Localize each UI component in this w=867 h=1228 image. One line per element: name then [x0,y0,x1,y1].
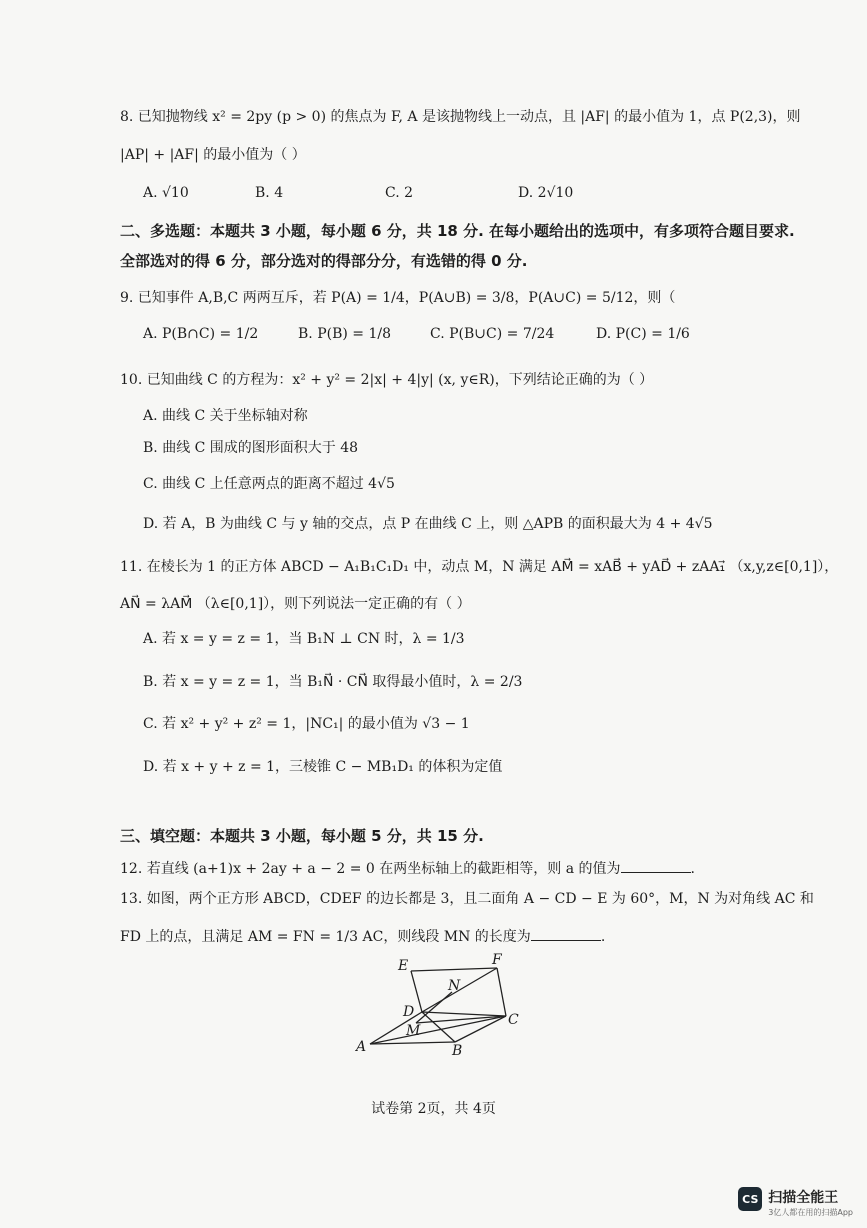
q9-option-b: B. P(B) = 1/8 [298,326,391,342]
q10-stem: 10. 已知曲线 C 的方程为：x² + y² = 2|x| + 4|y| (x, y∈R)，下列结论正确的为（ ） [120,372,654,388]
q12-stem [120,858,695,878]
q11-option-b: B. 若 x = y = z = 1，当 B₁N⃗ · CN⃗ 取得最小值时，λ = 2/3 [143,674,523,690]
q13-line2 [120,926,605,946]
diagonal-ac [370,1016,506,1044]
q11-option-d: D. 若 x + y + z = 1，三棱锥 C − MB₁D₁ 的体积为定值 [143,759,503,775]
q13-geometry-figure [340,950,540,1065]
section3-heading: 三、填空题：本题共 3 小题，每小题 5 分，共 15 分. [120,827,484,845]
q8-option-c: C. 2 [385,185,414,201]
q8-line2: |AP| + |AF| 的最小值为（ ） [120,147,306,163]
q11-option-a: A. 若 x = y = z = 1，当 B₁N ⊥ CN 时，λ = 1/3 [143,631,465,647]
scanner-watermark [738,1187,853,1218]
q12-answer-blank [621,858,691,873]
watermark-title: 扫描全能王 [768,1190,839,1206]
section2-heading-line2: 全部选对的得 6 分，部分选对的得部分分，有选错的得 0 分. [120,252,528,270]
q10-option-d: D. 若 A，B 为曲线 C 与 y 轴的交点，点 P 在曲线 C 上，则 △APB 的面积最大为 4 + 4√5 [143,516,713,532]
q10-option-c: C. 曲线 C 上任意两点的距离不超过 4√5 [143,476,395,492]
q8-option-b: B. 4 [255,185,284,201]
label-f: F [492,952,502,968]
q8-option-a: A. √10 [143,185,189,201]
label-n: N [448,978,461,994]
label-m: M [406,1023,421,1039]
q13-answer-blank [531,926,601,941]
q8-line1: 8. 已知抛物线 x² = 2py (p > 0) 的焦点为 F, A 是该抛物线上一动点，且 |AF| 的最小值为 1，点 P(2,3)，则 [120,109,801,125]
label-b: B [452,1043,463,1059]
q10-option-b: B. 曲线 C 围成的图形面积大于 48 [143,440,359,456]
q9-option-d: D. P(C) = 1/6 [596,326,690,342]
q8-option-d: D. 2√10 [518,185,574,201]
edge-ab [370,1042,455,1044]
q11-option-c: C. 若 x² + y² + z² = 1，|NC₁| 的最小值为 √3 − 1 [143,716,470,732]
q10-option-a: A. 曲线 C 关于坐标轴对称 [143,408,308,424]
edge-ef [411,968,497,971]
label-e: E [398,958,409,974]
q11-line1: 11. 在棱长为 1 的正方体 ABCD − A₁B₁C₁D₁ 中，动点 M，N 满足 AM⃗ = xAB⃗ + yAD⃗ + zAA₁⃗ （x,y,z∈[0,1]）， [120,559,839,575]
q13-period: . [600,929,606,945]
edge-dc [422,1012,506,1016]
q13-line1: 13. 如图，两个正方形 ABCD，CDEF 的边长都是 3，且二面角 A − CD − E 为 60°，M，N 为对角线 AC 和 [120,891,814,907]
page-footer: 试卷第 2页，共 4页 [371,1101,496,1117]
q12-period: . [690,861,695,877]
q9-option-a: A. P(B∩C) = 1/2 [143,326,259,342]
label-a: A [356,1039,367,1055]
section2-heading-line1: 二、多选题：本题共 3 小题，每小题 6 分，共 18 分. 在每小题给出的选项中，有多项符合题目要求. [120,222,795,240]
label-c: C [508,1012,519,1028]
q13-text: FD 上的点，且满足 AM = FN = 1/3 AC，则线段 MN 的长度为 [120,929,531,945]
edge-fc [497,968,506,1016]
q12-text: 12. 若直线 (a+1)x + 2ay + a − 2 = 0 在两坐标轴上的截距相等，则 a 的值为 [120,861,621,877]
label-d: D [403,1004,415,1020]
q11-line2: AN⃗ = λAM⃗ （λ∈[0,1]），则下列说法一定正确的有（ ） [120,596,471,612]
q9-option-c: C. P(B∪C) = 7/24 [430,326,555,342]
camscanner-logo-icon: CS [738,1187,762,1211]
watermark-subtitle: 3亿人都在用的扫描App [768,1208,853,1217]
q9-stem: 9. 已知事件 A,B,C 两两互斥，若 P(A) = 1/4，P(A∪B) = 3/8，P(A∪C) = 5/12，则（ [120,290,676,306]
